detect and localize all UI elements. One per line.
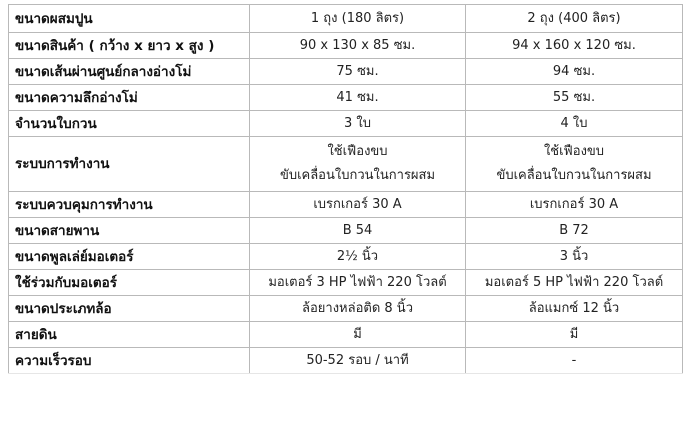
spec-value-text: ใช้เฟืองขบ [543, 144, 605, 159]
spec-value-text: 2 ถุง (400 ลิตร) [527, 10, 621, 26]
table-row [9, 348, 683, 374]
spec-label: สายดิน [9, 322, 250, 348]
spec-value-model-1 [250, 296, 466, 322]
spec-value-text: เบรกเกอร์ 30 A [529, 196, 619, 212]
spec-value-model-2 [466, 322, 683, 348]
spec-value-text: มี [353, 326, 362, 342]
spec-value-text: มอเตอร์ 3 HP ไฟฟ้า 220 โวลต์ [268, 274, 447, 290]
spec-value-text: B 72 [559, 222, 589, 238]
table-row [9, 33, 683, 59]
spec-label: ขนาดเส้นผ่านศูนย์กลางอ่างโม่ [9, 59, 250, 85]
spec-value-text: 3 ใบ [343, 115, 371, 131]
spec-value-text: ใช้เฟืองขบ [327, 144, 388, 159]
table-row [9, 218, 683, 244]
spec-value-text: เบรกเกอร์ 30 A [313, 196, 402, 212]
spec-value-model-2 [466, 137, 683, 192]
spec-value-model-2 [466, 270, 683, 296]
spec-value-text: ล้อแมกซ์ 12 นิ้ว [528, 300, 620, 316]
spec-value-text: B 54 [342, 222, 373, 238]
table-row [9, 192, 683, 218]
spec-value-model-2 [466, 5, 683, 33]
spec-value-model-2 [466, 348, 683, 374]
table-row [9, 296, 683, 322]
spec-value-model-1 [250, 33, 466, 59]
spec-value-text: 94 x 160 x 120 ซม. [512, 37, 636, 53]
spec-value-text: 55 ซม. [552, 89, 596, 105]
spec-value-text: มี [569, 326, 579, 342]
spec-value-model-1 [250, 270, 466, 296]
spec-value-text: 94 ซม. [552, 63, 596, 79]
spec-value-model-2 [466, 192, 683, 218]
spec-table-body [9, 5, 683, 374]
spec-value-model-2 [466, 218, 683, 244]
table-row [9, 85, 683, 111]
spec-label: ใช้ร่วมกับมอเตอร์ [9, 270, 250, 296]
spec-value-text: 75 ซม. [336, 63, 379, 79]
spec-label: ความเร็วรอบ [9, 348, 250, 374]
spec-value-model-1 [250, 244, 466, 270]
spec-label: ขนาดสายพาน [9, 218, 250, 244]
spec-value-model-2 [466, 59, 683, 85]
spec-value-model-1 [250, 59, 466, 85]
table-row [9, 244, 683, 270]
spec-value-text: - [571, 352, 577, 368]
spec-value-model-2 [466, 85, 683, 111]
spec-value-model-1 [250, 192, 466, 218]
spec-label: ขนาดความลึกอ่างโม่ [9, 85, 250, 111]
table-row [9, 137, 683, 192]
spec-value-model-2 [466, 296, 683, 322]
spec-value-model-1 [250, 218, 466, 244]
spec-value-model-2 [466, 33, 683, 59]
spec-value-text: 1 ถุง (180 ลิตร) [310, 10, 405, 26]
spec-value-model-1 [250, 348, 466, 374]
spec-value-text: มอเตอร์ 5 HP ไฟฟ้า 220 โวลต์ [484, 274, 664, 290]
spec-table [8, 4, 683, 374]
spec-value-text: 90 x 130 x 85 ซม. [299, 37, 416, 53]
table-row [9, 59, 683, 85]
spec-value-text: ขับเคลื่อนใบกวนในการผสม [496, 168, 652, 183]
spec-value-model-2 [466, 111, 683, 137]
spec-label: ระบบควบคุมการทำงาน [9, 192, 250, 218]
spec-value-text: 2½ นิ้ว [336, 248, 379, 264]
table-row [9, 270, 683, 296]
spec-value-model-1 [250, 322, 466, 348]
spec-value-model-1 [250, 85, 466, 111]
spec-label: ระบบการทำงาน [9, 137, 250, 192]
spec-value-text: 50-52 รอบ / นาที [306, 352, 409, 368]
spec-value-text: 4 ใบ [560, 115, 588, 131]
spec-label: ขนาดประเภทล้อ [9, 296, 250, 322]
spec-value-model-1 [250, 5, 466, 33]
spec-value-text: 3 นิ้ว [559, 248, 589, 264]
table-row [9, 111, 683, 137]
table-row [9, 5, 683, 33]
spec-value-model-1 [250, 137, 466, 192]
spec-value-model-1 [250, 111, 466, 137]
table-row [9, 322, 683, 348]
spec-label: จำนวนใบกวน [9, 111, 250, 137]
spec-label: ขนาดพูลเล่ย์มอเตอร์ [9, 244, 250, 270]
spec-label: ขนาดสินค้า ( กว้าง x ยาว x สูง ) [9, 33, 250, 59]
spec-value-text: 41 ซม. [336, 89, 379, 105]
spec-value-model-2 [466, 244, 683, 270]
spec-value-text: ล้อยางหล่อติด 8 นิ้ว [302, 300, 413, 316]
spec-value-text: ขับเคลื่อนใบกวนในการผสม [279, 168, 436, 183]
spec-label: ขนาดผสมปูน [9, 5, 250, 33]
